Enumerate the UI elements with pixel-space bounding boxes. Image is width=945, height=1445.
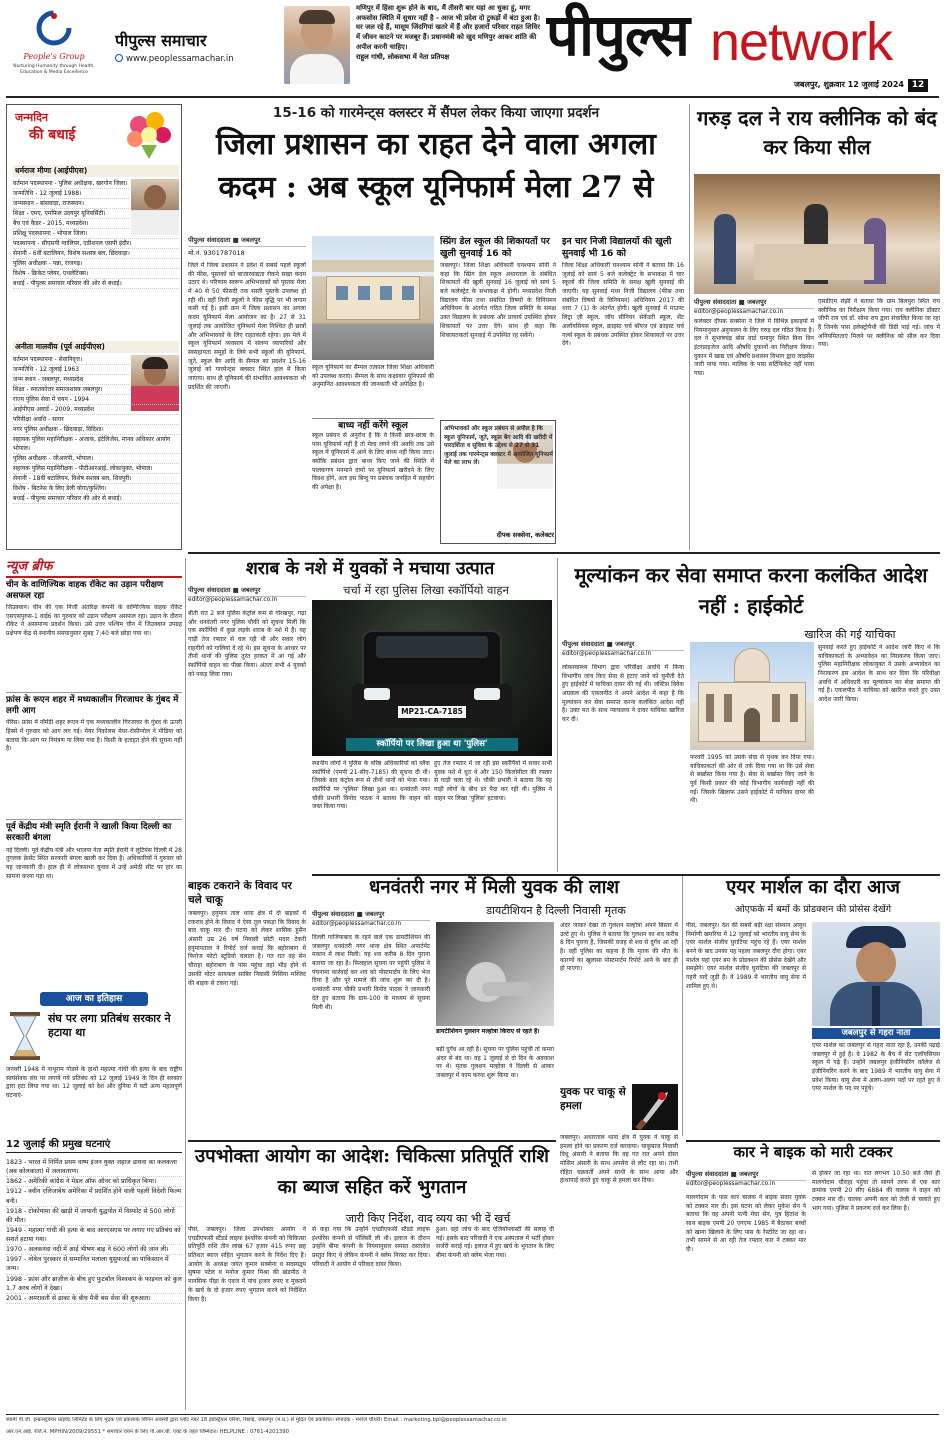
brief-item-2-text: पेरिस। फ्रांस में नॉर्मंडी शहर रूएन में एक मध्यकालीन गिरजाघर के गुंबद के ऊपरी हिस्से में गुरुवार को आग लग गई। मेयर निकोलस मेयर-रोसीग्नोल ने मीडिया को बताया कि आग पर नियंत्रण पा लिया गया है। किसी के हताहत होने की सूचना नहीं है।: [6, 719, 182, 753]
list-item: शिक्षा - स्नातकोत्तर समाजशास्त्र जबलपुर।: [13, 385, 129, 395]
person2-details: [13, 355, 179, 547]
highcourt-photo: [690, 642, 814, 750]
scorpio-photo: [312, 600, 552, 756]
hc-headline: मूल्यांकन कर सेवा समाप्त करना कलंकित आदेश नहीं : हाईकोर्ट: [574, 563, 928, 618]
list-item: 1949 - महात्मा गांधी की हत्या के बाद आरएसएस पर लगाए गए प्रतिबंध को सशर्त हटाया गया।: [6, 1226, 182, 1245]
list-item: 1997 - नोबेल पुरस्कार से सम्मानित मलाला युसुफजई का पाकिस्तान में जन्म।: [6, 1255, 182, 1274]
garud-photo: [694, 174, 940, 294]
footer-imprint: स्वामी पी.जी. इन्फ्रास्ट्रक्चर प्राइवेट लिमिटेड के लिए मुद्रक एवं प्रकाशक विपिन अवस्थी द्वारा प्लॉट नंबर 18 इंडस्ट्रियल एरिया, रिछाई, जबलपुर (म.प्र.) से मुद्रित एवं प्रकाशित। संपादक - मनोज चौधरी। Email : marketing.bpl@peoplessamachar.co.in: [6, 1417, 507, 1423]
brief-item-3-title: पूर्व केंद्रीय मंत्री स्मृति ईरानी ने खाली किया दिल्ली का सरकारी बंगला: [6, 819, 182, 844]
knife-headline: बाइक टकराने के विवाद पर चले चाकू: [188, 880, 292, 906]
lead-sub1: बाध्य नहीं करेंगे स्कूल: [312, 418, 434, 432]
airmarshal-subhead: ओएफके में बमों के प्रोडक्शन की प्रोसेस देखेंगे: [734, 904, 892, 915]
list-item: परिवीक्षा अवधि - सागर: [13, 415, 179, 425]
title-hindi: पीपुल्स: [546, 1, 689, 69]
list-item: 1823 - भारत में निर्मित प्रथम वाष्प इंजन युक्त जहाज डायना का कलकत्ता (अब कोलकाता) में जलावतरण।: [6, 1158, 182, 1177]
garud-byline: पीपुल्स संवाददाता ■ जबलपुर editor@peoplessamachar.co.in: [694, 298, 814, 317]
hourglass-icon: [6, 1010, 44, 1062]
body-col2: बड़ी दुर्गंध आ रही है। सूचना पर पुलिस पहुंची तो कमरा अंदर से बंद था। वह 1 जुलाई से दो दिन के अवकाश पर थे। मृतक गुलशन मल्होत्रा ने दिल्ली से आकर जबलपुर में काम करना शुरू किया था।: [436, 1046, 554, 1080]
masthead: [0, 0, 945, 100]
body-col1: दिल्ली गाजियाबाद के रहने वाले एक डायटीशियन की जबलपुर धनवंतरी नगर थाना क्षेत्र स्थित अपार्टमेंट मकान में लाश मिली। यह शव करीब 8 दिन पुराना बताया जा रहा है। फिलहाल सूचना पर पहुंची पुलिस ने पंचनामा कार्रवाई कर शव को पोस्टमार्टम के लिए भेज दिया है और पूरे मामले की जांच शुरू कर दी है। धनवंतरी नगर चौकी प्रभारी विनोद पाठक ने जानकारी देते हुए बताया कि ग्राम-100 के माध्यम से सूचना मिली थी।: [312, 934, 430, 1011]
lead-sub2: स्प्रिंग डेल स्कूल की शिकायतों पर खुली सुनवाई 16 को: [440, 236, 550, 259]
list-item: जन्मस्थान - बांसवाड़ा, राजस्थान।: [13, 199, 129, 209]
hc-col1: लोकस्वास्थ्य विभाग द्वारा परिवीक्षा अवधि में किया विभागीय जांच किए सेवा से हटाए जाने को चुनौती देते हुए हाईकोर्ट में याचिका दायर की गई थी। जस्टिस विवेक अग्रवाल की एकलपीठ ने अपने आदेश में कहा है कि मूल्यांकन कर सेवा समाप्त करना कलंकित आदेश नहीं है। उक्त मत के साथ न्यायालय ने दायर याचिका खारिज कर दी।: [562, 664, 684, 724]
lead-col4: जिला शिक्षा अधिकारी घनश्याम सोनी ने बताया कि 16 जुलाई को सायं 5 बजे कलेक्ट्रेट के सभाकक्ष में चार स्कूलों की जिला समिति के समक्ष खुली सुनवाई की जाएगी। यह सुनवाई मध्य निजी विद्यालय (फीस तथा संबंधित विषयों के विनियमन) अधिनियम 2017 की धारा 7 (1) के अंतर्गत होगी। खुली सुनवाई में माउण्ट लिट्रा ज़ी स्कूल, जॉय सीनियर सेकेंडरी स्कूल, सेंट अलॉयसियस स्कूल, क्राइस्ट चर्च बॉयज एवं क्राइस्ट चर्च गर्ल्स स्कूल के प्रबंधक उपस्थित होकर शिकायतों पर उत्तर देंगे।: [562, 262, 684, 348]
lead-col2: स्कूल यूनिफार्म का सैम्पल तत्काल जिला शिक्षा अधिकारी को उपलब्ध कराएं। सैम्पल के साथ कक्षावार यूनिफार्म की अनुमानित आवश्यकता की जानकारी भी अपेक्षित है।: [312, 364, 434, 389]
list-item: 1970 - अलकनंदा नदी में आई भीषण बाढ़ ने 600 लोगों की जान ली।: [6, 1245, 182, 1255]
masthead-rule: [6, 96, 939, 98]
list-item: नगर पुलिस अधीक्षक - छिंदवाड़ा, विदिशा।: [13, 425, 179, 435]
garud-col2-top: एसडीएम रांझी ने बताया कि ग्राम बिलपुरा स्थित राय क्लीनिक का निरीक्षण किया गया। राय क्लीनिक डॉक्टर जीपी राय एवं डॉ. सोमा राय द्वारा संचालित किया जा रहा है जिनके पास इलेक्ट्रोपैथी की डिग्री पाई गई। जांच में अनियमितताएं मिलने पर क्लीनिक को सील कर दिया गया।: [818, 298, 940, 349]
stab-headline: युवक पर चाकू से हमला: [560, 1086, 626, 1112]
lead-sub3: इन चार निजी विद्यालयों की खुली सुनवाई भी 16 को: [562, 236, 672, 259]
consumer-text2: से कहा गया कि उन्होंने एचडीएफसी स्टैंडर्ड लाइफ इंश्योरेंस कंपनी से पॉलिसी ली थी। इलाज के दौरान उन्होंने बीमा कंपनी के नियमानुसार समस्त दस्तावेज प्रस्तुत किए थे लेकिन कंपनी ने क्लेम निरस्त कर दिया। परिवादी ने आयोग में परिवाद दायर किया।: [312, 1226, 430, 1268]
brand-block: [115, 30, 275, 80]
person2-name: अनीता मालवीय (पूर्व आईपीएस): [13, 341, 179, 353]
list-item: विशेष - बिटनेस के लिए डेली योगा/कुश्तिंग।: [13, 484, 179, 494]
list-item: शिक्षा - एमए, एमफिल उदयपुर यूनिवर्सिटी।: [13, 209, 129, 219]
list-item: पदस्थापना - सीएसपी ग्वालियर, एडीशनल एसपी इंदौर।: [13, 239, 179, 249]
history-events: [6, 1158, 182, 1408]
scorpio-caption: स्कॉर्पियो पर लिखा हुआ था 'पुलिस': [346, 738, 518, 751]
quote-portrait: [284, 6, 350, 84]
group-name: People's Group: [23, 52, 85, 61]
body-photo: [436, 922, 554, 1026]
page-number: 12: [908, 79, 928, 92]
lead-col3: जबलपुर। जिला शिक्षा अधिकारी घनश्याम सोनी ने कहा कि स्प्रिंग डेल स्कूल अधारताल के संबंधित शिकायतों की खुली सुनवाई 16 जुलाई को सायं 5 बजे कलेक्ट्रेट के सभाकक्ष में होगी। मध्यप्रदेश निजी विद्यालय फीस तथा संबंधित विषयों के विनियमन अधिनियम के अंतर्गत गठित जिला समिति के समक्ष उक्त विद्यालय के प्रबंधक और प्राचार्य उपस्थित होकर शिकायतों पर उत्तर देंगे। साथ ही कहा कि शिकायतकर्ता सुनवाई में उपस्थित रह सकेंगे।: [440, 262, 556, 339]
list-item: वर्तमान पदस्थापना - पुलिस अधीक्षक, खरगोन जिला।: [13, 180, 128, 187]
list-item: जन्मतिथि - 12 जुलाई 1988।: [13, 189, 129, 199]
body-byline: पीपुल्स संवाददाता ■ जबलपुर editor@peoplessamachar.co.in: [312, 910, 430, 929]
news-brief: [6, 558, 182, 988]
list-item: पुलिस अधीक्षक - पन्ना, राजगढ़।: [13, 259, 179, 269]
brand-url[interactable]: www.peoplessamachar.in: [115, 54, 275, 65]
lead-mobile: मो.नं. 9301787018: [188, 248, 245, 257]
airmarshal-text2: एयर मार्शल का जबलपुर से गहरा नाता रहा है, उनकी पढ़ाई जबलपुर में हुई है। वे 1982 के बैच में सेंट एलॉयसियस स्कूल में पढ़े हैं। उन्होंने जबलपुर इंजीनियरिंग कॉलेज से इंजीनियरिंग करने के बाद 1989 में भारतीय वायु सेना में प्रवेश किया। वायु सेना में अलग-अलग पदों पर रहते हुए वे एयर मार्शल के पद पर पहुंचे।: [812, 1042, 940, 1093]
liquor-col2: स्थानीय लोगों ने पुलिस के वरिष्ठ अधिकारियों को ब्लैक स्कॉर्पियो (एमपी 21-सीए-7185) की सूचना दी थी। जिसके बाद कंट्रोल रूम से तीनों थानों को भेजा गया। स्कॉर्पियो पर 'पुलिस' लिखा हुआ था। धनवंतरी नगर चौकी प्रभारी विनोद पाठक ने बताया कि वाहन को जब्त किया गया।: [312, 760, 430, 811]
list-item: जन्मतिथि - 12 जुलाई 1963: [13, 365, 129, 375]
list-item: आईपीएस अवार्ड - 2009, मध्यप्रदेश: [13, 405, 179, 415]
list-item: सेनानी - 18वीं बटालियन, विशेष सशस्त्र बल, शिवपुरी।: [13, 474, 179, 484]
consumer-subhead: जारी किए निर्देश, वाद व्यय का भी दें खर्च: [345, 1212, 511, 1225]
lead-headline: जिला प्रशासन का राहत देने वाला अगला कदम : अब स्कूल यूनिफार्म मेला 27 से: [216, 127, 656, 205]
history-subhead: 12 जुलाई की प्रमुख घटनाएं: [6, 1138, 182, 1153]
liquor-byline: पीपुल्स संवाददाता ■ जबलपुर editor@peoplessamachar.co.in: [188, 586, 306, 605]
title-network: network: [710, 12, 893, 72]
airmarshal-photo: [812, 922, 940, 1026]
list-item: बधाई - पीपुल्स समाचार परिवार की ओर से बधाई।: [13, 494, 179, 504]
history-heading: आज का इतिहास: [40, 992, 148, 1006]
airmarshal-headline: एयर मार्शल का दौरा आज: [726, 877, 900, 898]
footer-registration: आर.एन.आई. रजि.नं. MPHIN/2009/29551 * समाचार चयन के लिए पी.आर.बी. एक्ट के तहत जिम्मेदार। HELPLINE : 0761-4201390: [6, 1429, 290, 1435]
peoples-group-logo: [8, 6, 100, 94]
liquor-col1: बीती रात 2 बजे पुलिस कंट्रोल रूम से गोरखपुर, गढ़ा और धनवंतरी नगर पुलिस चौकी को सूचना मिली कि एक स्कॉर्पियो में कुछ लड़के शराब के नशे में हैं। यह गाड़ी तेज रफ्तार से चल रही थी और सवार लोग राहगीरों को गालियां दे रहे थे। इस सूचना के आधार पर तीनों थानों की पुलिस तुरंत हरकत में आ गई और स्कॉर्पियो वाहन का पीछा किया। अंततः सभी 4 युवकों को पकड़ लिया गया।: [188, 610, 306, 678]
garud-headline: गरुड़ दल ने राय क्लीनिक को बंद कर किया सील: [697, 106, 937, 159]
body-headline: धनवंतरी नगर में मिली युवक की लाश: [368, 877, 620, 898]
group-tagline: Nurturing Humanity through Health, Education & Media Excellence: [13, 64, 95, 75]
list-item: राज्य पुलिस सेवा में चयन - 1994: [13, 395, 179, 405]
history-intro: जनवरी 1948 में नाथूराम गोडसे के हाथों महात्मा गांधी की हत्या के बाद राष्ट्रीय स्वयंसेवक संघ पर लगाये गये प्रतिबंध को 12 जुलाई 1949 के दिन ही सरकार द्वारा हटा लिया गया था। 12 जुलाई को देश और दुनिया में घटी अन्य महत्वपूर्ण घटनाएं-: [6, 1066, 182, 1100]
garud-col1: कलेक्टर दीपक सक्सेना ने जिले में विभिन्न इकाइयों में नियमानुसार अनुपालन के लिए गरुड़ दल गठित किया है। दल ने सुभाषचंद्र बोस वार्ड घमापुर स्थित विना विन इंटरप्राइजेज आदि औषधि दुकानों का निरीक्षण किया। दुकान में खाद्य एवं औषधि प्रशासन विभाग द्वारा लाइसेंस जारी पाया गया। मालिक के पास सर्टिफिकेट नहीं पाया गया।: [694, 318, 814, 378]
news-brief-heading: न्यूज ब्रीफ: [6, 558, 182, 578]
hc-subhead: खारिज की गई याचिका: [804, 628, 896, 641]
person1-name: धर्मराज मीणा (आईपीएस): [13, 165, 179, 177]
list-item: बैच एवं कैडर - 2015, मध्यप्रदेश।: [13, 219, 129, 229]
list-item: प्रशिक्षु पदस्थापना - भोपाल जिला।: [13, 229, 179, 239]
masthead-title: [546, 0, 942, 76]
hc-col3: सुनवाई करते हुए हाईकोर्ट ने आदेश जारी किए थे कि याचिकाकर्ता के अभ्यावेदन का निराकरण किया जाए। पुलिस महानिरीक्षक लोकायुक्त ने उसके अभ्यावेदन का निराकरण इस आदेश के साथ कर दिया कि परिवीक्षा अवधि में अधिकारी का मूल्यांकन कर सेवा समाप्त की गई है। एकलपीठ ने याचिका को खारिज करते हुए उक्त आदेश जारी किया।: [818, 644, 940, 704]
birthday-box: [6, 104, 182, 550]
hc-col2: फरवरी 1995 को उसके सेवा से पृथक कर दिया गया। याचिकाकर्ता की ओर से तर्क दिया गया था कि उसे सेवा से बर्खास्त किया गया है। सेवा से बर्खास्त किए जाने के पूर्व किसी प्रकार की कोई विभागीय कार्यवाही नहीं की गई। जिसके खिलाफ उसने हाईकोर्ट में याचिका दायर की थी।: [690, 754, 814, 805]
list-item: जन्म स्थान - जबलपुर, मध्यप्रदेश: [13, 375, 129, 385]
collector-quote-box: [440, 420, 556, 544]
peoples-group-logo-icon: [34, 8, 74, 48]
body-col3: अंदर जाकर देखा तो गुलशन मल्होत्रा अपने बिस्तर में उल्टे हुए थे। पुलिस ने बताया कि गुलशन का शव करीब 8 दिन पुराना है, जिसकी वजह से शव से दुर्गंध आ रही है। वहीं पुलिस का कहना है कि मृतक की मौत के कारणों का खुलासा पोस्टमार्टम रिपोर्ट आने के बाद ही हो पाएगा।: [560, 922, 678, 973]
flower-bouquet-icon: [119, 109, 177, 161]
list-item: बधाई - पीपुल्स समाचार परिवार की ओर से बधाई।: [13, 279, 179, 289]
history-box: [6, 992, 182, 1410]
consumer-headline: उपभोक्ता आयोग का आदेश: चिकित्सा प्रतिपूर्ति राशि का ब्याज सहित करें भुगतान: [195, 1146, 549, 1198]
quote-attribution: राहुल गांधी, लोकसभा में नेता प्रतिपक्ष: [356, 53, 450, 62]
consumer-text3: हुआ। वहां जांच के बाद एंजियोप्लास्टी की सलाह दी गई। इसके बाद परिवादी ने एक अस्पताल में भर्ती होकर सर्जरी कराई गई। इलाज में हुए खर्च के भुगतान के लिए बीमा कंपनी को क्लेम भेजा गया।: [436, 1226, 554, 1260]
quote-text: मणिपुर में हिंसा शुरू होने के बाद, मैं तीसरी बार यहां आ चुका हूं, मगर अफसोस स्थिति में सुधार नहीं है - आज भी प्रदेश दो टुकड़ों में बंटा हुआ है। घर जल रहे हैं, मासूम जिंदगियां खतरे में हैं और हजारों परिवार राहत शिविर में जीवन काटने पर मजबूर हैं। प्रधानमंत्री को खुद मणिपुर आकर शांति की अपील करनी चाहिए। राहुल गांधी, लोकसभा में नेता प्रतिपक्ष: [356, 4, 540, 62]
brief-item-1-text: जिउक्वान। चीन की एक निजी अंतरिक्ष कंपनी के वाणिज्यिक वाहक रॉकेट एसएसपुरुस-1 वाई6 का गुरुवार को उड़ान परीक्षण असफल रहा। उड़ान के दौरान रॉकेट ने असामान्य प्रदर्शन किया। उसे उत्तर पश्चिम चीन में जिउक्वान उपग्रह प्रक्षेपण केंद्र से स्थानीय समयानुसार सुबह 7:40 बजे छोड़ा गया था।: [6, 603, 182, 637]
number-plate: MP21-CA-7185: [398, 706, 466, 718]
liquor-headline: शराब के नशे में युवकों ने मचाया उत्पात: [245, 559, 495, 579]
list-item: वर्तमान पदस्थापना - सेवानिवृत्त।: [13, 355, 129, 365]
dateline: जबलपुर, शुक्रवार 12 जुलाई 2024: [793, 80, 904, 89]
list-item: 2001 - अमरावती से ढाका के बीच मैत्री बस सेवा की शुरुआत।: [6, 1294, 182, 1304]
bike-text2: से होकर जा रहा था। रात लगभग 10.50 बजे जैसे ही मालगोदाम चौराहा पहुंचा तो सामने तरफ से एक कार क्रमांक एमपी 20 सीए 6884 की चालक ने वाहन को टक्कर मार दी। चालक अपनी कार को तेजी से चलाते हुए भाग गया। पुलिस ने प्रकरण दर्ज कर लिया है।: [812, 1170, 940, 1212]
liquor-subhead: चर्चा में रहा पुलिस लिखा स्कॉर्पियो वाहन: [343, 583, 509, 597]
person1-details: [13, 179, 179, 339]
lead-byline: पीपुल्स संवाददाता ■ जबलपुर मो.नं. 9301787018: [188, 236, 306, 258]
globe-icon: [115, 54, 123, 62]
list-item: सेनानी - 6वीं बटालियन, विशेष सशस्त्र बल, छिंदवाड़ा।: [13, 249, 179, 259]
lead-col2b: स्कूल प्रबंधन से अनुरोध है कि वे किसी छात्र-छात्रा के पास यूनिफार्म नहीं है तो मेला लगने की अवधि तक उसे स्कूल में यूनिफार्म में आने के लिए बाध्य नहीं किया जाए। क्योंकि प्रबंधन द्वारा बाध्य किए जाने की स्थिति में पालकगण मनमाने दामों पर यूनिफार्म खरीदने के लिए विवश होंगे, अतः इस बिन्दु पर प्रबंधक जनहित में सहयोग की अपेक्षा है।: [312, 432, 434, 492]
collector-quote: अभिभावकों और स्कूल प्रबंधन से अपील है कि स्कूल यूनिफार्म, जूते, स्कूल बैग आदि की खरीदी में पारदर्शिता व सुविधा के उद्देश्य से 27 से 31 जुलाई तक गारमेन्ट्स क्लस्टर में आयोजित यूनिफार्म मेले का लाभ लें।: [444, 426, 553, 467]
bike-byline: पीपुल्स संवाददाता ■ जबलपुर editor@peoplessamachar.co.in: [686, 1170, 806, 1189]
knife-text: जबलपुर। हनुमान ताल थाना क्षेत्र में दो बाइकों में टकराव होने के विवाद ने ऐसा तूल पकड़ा कि विवाद के बाद चाकू मार दी। घटना को लेकर शासिक हुसैन अंसारी उम्र 26 वर्ष निवासी छोटी मदार टेकरी हनुमानताल ने रिपोर्ट दर्ज कराई कि बहोराबाग में फिरोज फोटो स्टूडियो चलाता है। गत रात वह सेन चौराहा बहोराबाग के पास पहुंचा वहां भीड़ होने से उसकी मोटर सायकल साबिर निवासी मिसिमा मस्जिद की बाइक से टकरा गई।: [188, 910, 306, 987]
birthday-heading: जन्मदिन की बधाई: [15, 111, 76, 143]
knife-illustration: [632, 1084, 678, 1130]
lead-kicker: 15-16 को गारमेन्ट्स क्लस्टर में सैंपल लेकर किया जाएगा प्रदर्शन: [272, 105, 600, 121]
brief-item-3-text: नई दिल्ली। पूर्व केंद्रीय मंत्री और भाजपा नेता स्मृति ईरानी ने लुटियंस दिल्ली में 28 तुगलक क्रेसेंट स्थित सरकारी बंगला खाली कर दिया है। अधिकारियों ने गुरुवार को यह जानकारी दी। हाल ही में लोकसभा चुनाव में उन्हें अमेठी सीट पर हार का सामना करना पड़ा था।: [6, 846, 182, 880]
airmarshal-text: पीसं, जबलपुर। देश की सबसे बड़ी रक्षा संस्थान आयुध निर्माणी खमरिया में 12 जुलाई को भारतीय वायु सेना के एयर मार्शल संजीव घुराटिया पहुंच रहे हैं। एयर मार्शल बनने के बाद उनका यह पहला जबलपुर दौरा होगा। एयर मार्शल यहां एयर बम के प्रोडक्शन की प्रोसेस देखेंगे और समझेंगे। एयर मार्शल संजीव घुराटिया की जबलपुर से गहरी यादें जुड़ी हैं। वे 1989 में भारतीय वायु सेना में शामिल हुए थे।: [686, 922, 806, 990]
bike-headline: कार ने बाइक को मारी टक्कर: [733, 1143, 893, 1161]
list-item: विशेष - क्रिकेट प्लेयर, एथलेटिक्स।: [13, 269, 179, 279]
list-item: सहायक पुलिस महानिरीक्षक - अजाक, इंटेलिजेंस, मानव अधिकार आयोग भोपाल।: [13, 435, 179, 454]
brief-item-2-title: फ्रांस के रूएन शहर में मध्यकालीन गिरजाघर के गुंबद में लगी आग: [6, 692, 182, 717]
list-item: सहायक पुलिस महानिरीक्षक - पीटीआरआई, लोकायुक्त, भोपाल।: [13, 464, 179, 474]
stab-text: जबलपुर। अधारताल थाना क्षेत्र में युवक ने चाकू से हमला होने का प्रकरण दर्ज करवाया। चाकूबाज निवासी विधु अंसारी ने बताया कि वह गत रात अपने दोस्त मोसिन अंसारी के साथ अपसेरा से लौट रहा था। तभी रोहित चक्रवर्ती अपने साथी के साथ आया और हाथापाई करते हुए चाकू से हमला कर दिया।: [560, 1134, 678, 1185]
liquor-col3: हुए तेज रफ्तार में जा रही इस स्कॉर्पियो में सवार सभी युवक नशे में धुत थे और 150 किलोमीटर की रफ्तार से गाड़ी चला रहे थे। चौकी प्रभारी ने बताया कि यह गाड़ी लोगों के बीच डर पैदा कर रही थी। पुलिस ने वाहन पर लिखा 'पुलिस' हटवाया।: [434, 760, 552, 802]
body-photo-caption: डायटीशियन गुलशन मल्होत्रा किराए से रहते हैं।: [436, 1028, 540, 1035]
airmarshal-caption: जबलपुर से गहरा नाता: [812, 1028, 940, 1039]
list-item: 1998 - फ्रांस और ब्राज़ील के बीच हुए फुटबॉल विश्वकप के फाइनल को कुल 1.7 अरब लोगों ने देखा।: [6, 1275, 182, 1294]
consumer-text: पीसं, जबलपुर। जिला उपभोक्ता आयोग ने एचडीएफसी स्टैंडर्ड लाइफ इंश्योरेंस कंपनी को चिकित्सा प्रतिपूर्ति राशि तीन लाख 67 हजार 415 रुपए छह प्रतिशत ब्याज सहित भुगतान करने के निर्देश दिए हैं। आयोग के अध्यक्ष जयंत कुमार सक्सेना व सदस्यद्वय सुषमा पटेल व मनोज कुमार मिश्रा की खंडपीठ ने मानसिक पीड़ा के एवज में पांच हजार रुपए व मुकदमे के खर्च के दो हजार रुपए भुगतान करने को निर्देशित किया है।: [188, 1226, 306, 1303]
history-title: संघ पर लगा प्रतिबंध सरकार ने हटाया था: [48, 1012, 171, 1040]
body-subhead: डायटीशियन है दिल्ली निवासी मृतक: [486, 904, 626, 917]
school-photo: [312, 236, 434, 360]
list-item: 1862 - अमेरिकी कांग्रेस ने मेडल ऑफ ऑनर को प्राधिकृत किया।: [6, 1177, 182, 1187]
collector-name: दीपक सक्सेना, कलेक्टर: [496, 531, 554, 539]
list-item: 1912 - क्वीन एलिजाबेथ अमेरिका में प्रदर्शित होने वाली पहली विदेशी फिल्म बनी।: [6, 1187, 182, 1206]
list-item: पुलिस अधीक्षक - जीआरपी, भोपाल।: [13, 454, 179, 464]
brief-item-1-title: चीन के वाणिज्यिक वाहक रॉकेट का उड़ान परीक्षण असफल रहा: [6, 579, 164, 601]
brand-name: पीपुल्स समाचार: [115, 31, 207, 50]
hc-byline: पीपुल्स संवाददाता ■ जबलपुर editor@peoplessamachar.co.in: [562, 640, 684, 659]
lead-col1: जिले में जिला प्रशासन ने प्रदेश में सबसे पहले स्कूलों की फीस, पुस्तकों को बाजारवाद्यता रोकने सख्त कदम उठाए थे। परिणाम स्वरूप अभिभावकों को पुस्तक मेला में 40 से 50 फीसदी तक सस्ती पुस्तकें उपलब्ध हो रही थीं। वहीं निजी स्कूलों ने फीस वृद्धि पर भी लगाम कसी गई है। इसी क्रम में जिला प्रशासन का अगला कदम यूनिफार्म मेला आयोजन का है। 27 से 31 जुलाई तक आयोजित यूनिफार्म मेला निश्चित ही छात्रों और अभिभावकों के लिए राहतकारी रहेगा। इस मेले में स्कूल यूनिफार्म व्यवसाय में संलग्न व्यापारियों और स्वसहायता समूहों के लिये सभी स्कूलों की यूनिफार्म, जूते, स्कूल बैग आदि के सैम्पल का प्रदर्शन 15-16 जुलाई को गारमेन्ट्स क्लस्टर स्थित हाल में किया जाएगा। साथ ही यूनिफार्म की संभावित आवश्यकता भी प्रदर्शित की जाएगी।: [188, 262, 306, 391]
list-item: 1918 - टोकोयामा की खाड़ी में जापानी युद्धपोत में विस्फोट से 500 लोगों की मौत।: [6, 1207, 182, 1226]
bike-text: मालगोदाम के पास कार चालक ने बाइक सवार युवक को टक्कर मार दी। इस घटना को लेकर मुकेश सेन ने बताया कि वह अपनी पत्नी मेघा सेन, पुत्र हितांश के साथ बाइक एमपी 20 एनएफ 1985 में बैठाकर बच्चों को खाना खिलाने के लिए पास के रेस्टोरेंट जा रहा था। तभी सामने से आ रही तेज रफ्तार कार ने टक्कर मार दी।: [686, 1194, 806, 1254]
